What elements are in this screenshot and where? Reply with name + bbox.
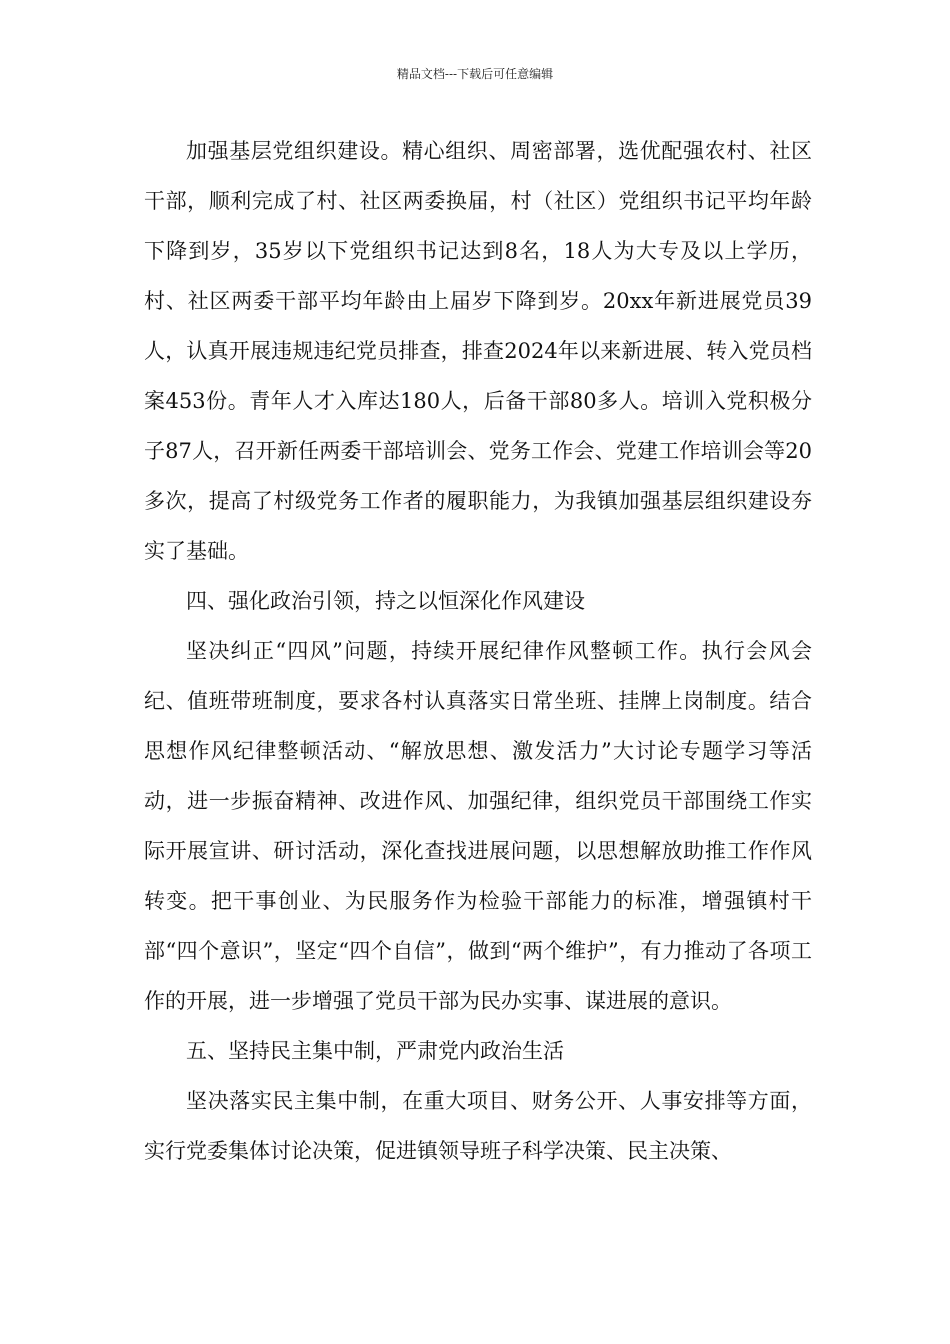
- paragraph-work-style: 坚决纠正“四风”问题，持续开展纪律作风整顿工作。执行会风会纪、值班带班制度，要求各村认真落实日常坐班、挂牌上岗制度。结合思想作风纪律整顿活动、“解放思想、激发活力”大讨论专题学习等活动，进一步振奋精神、改进作风、加强纪律，组织党员干部围绕工作实际开展宣讲、研讨活动，深化查找进展问题，以思想解放助推工作作风转变。把干事创业、为民服务作为检验干部能力的标准，增强镇村干部“四个意识”，坚定“四个自信”，做到“两个维护”，有力推动了各项工作的开展，进一步增强了党员干部为民办实事、谋进展的意识。: [144, 639, 812, 1013]
- document-body: [144, 126, 812, 1176]
- section-heading-four: 四、强化政治引领，持之以恒深化作风建设: [186, 589, 585, 613]
- page-header: 精品文档---下载后可任意编辑: [396, 67, 554, 81]
- paragraph-grassroots-organization: 加强基层党组织建设。精心组织、周密部署，选优配强农村、社区干部，顺利完成了村、社区两委换届，村（社区）党组织书记平均年龄下降到岁，35岁以下党组织书记达到8名，18人为大专及以上学历，村、社区两委干部平均年龄由上届岁下降到岁。20xx年新进展党员39人，认真开展违规违纪党员排查，排查2024年以来新进展、转入党员档案453份。青年人才入库达180人，后备干部80多人。培训入党积极分子87人，召开新任两委干部培训会、党务工作会、党建工作培训会等20多次，提高了村级党务工作者的履职能力，为我镇加强基层组织建设夯实了基础。: [144, 139, 812, 563]
- section-heading-five: 五、坚持民主集中制，严肃党内政治生活: [186, 1039, 564, 1063]
- paragraph-democratic-centralism: 坚决落实民主集中制，在重大项目、财务公开、人事安排等方面，实行党委集体讨论决策，促进镇领导班子科学决策、民主决策、: [144, 1089, 812, 1163]
